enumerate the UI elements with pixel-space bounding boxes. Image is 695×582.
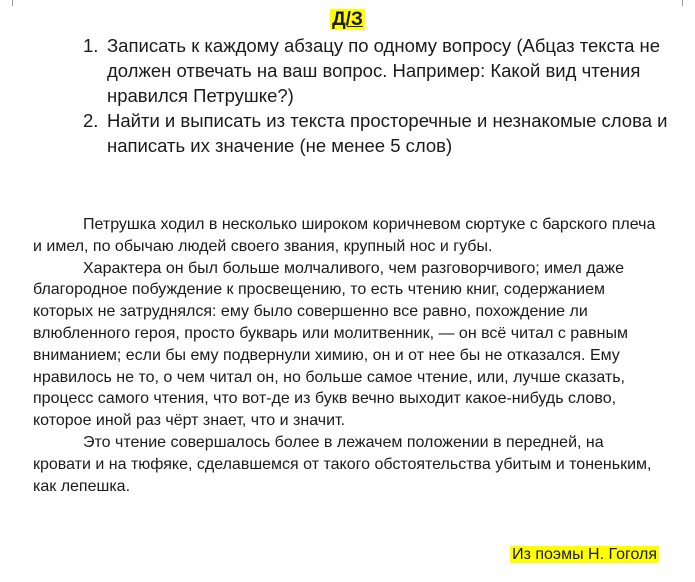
passage-source — [510, 544, 659, 565]
task-text: Записать к каждому абзацу по одному вопросу (Абцаз текста не должен отвечать на ваш вопрос. Например: Какой вид чтения нравился Петрушке?) — [107, 35, 661, 106]
passage-paragraph: Петрушка ходил в несколько широком коричневом сюртуке с барского плеча и имел, по обычаю людей своего звания, крупный нос и губы. — [33, 216, 656, 255]
literary-passage — [33, 214, 663, 497]
passage-paragraph: Это чтение совершалось более в лежачем положении в передней, на кровати и на тюфяке, сделавшемся от такого обстоятельства убитым и тоненьким, как лепешка. — [33, 433, 652, 495]
page-corner-mark-left — [4, 0, 13, 6]
task-number: 1. — [83, 35, 99, 56]
task-item — [80, 33, 680, 108]
task-list — [80, 33, 680, 158]
passage-paragraph: Характера он был больше молчаливого, чем разговорчивого; имел даже благородное побуждение к просвещению, то есть чтению книг, содержанием которых не затруднялся: ему было совершенно все равно, похождение ли влюбленного героя, просто букварь или молитвенник, — он всё читал с равным вниманием; если бы ему подвернули химию, он и от нее бы не отказался. Ему нравилось не то, о чем читал он, но больше самое чтение, или, лучше сказать, процесс самого чтения, что вот-де из букв вечно выходит какое-нибудь слово, которое иной раз чёрт знает, что и значит. — [33, 259, 628, 430]
passage-source-label: Из поэмы Н. Гоголя — [512, 546, 657, 563]
task-item — [80, 108, 680, 158]
page-corner-mark-right — [682, 0, 691, 6]
task-number: 2. — [83, 110, 99, 131]
task-text: Найти и выписать из текста просторечные и незнакомые слова и написать их значение (не менее 5 слов) — [107, 110, 668, 156]
homework-heading-label: Д/З — [332, 9, 363, 30]
homework-heading — [0, 8, 695, 32]
